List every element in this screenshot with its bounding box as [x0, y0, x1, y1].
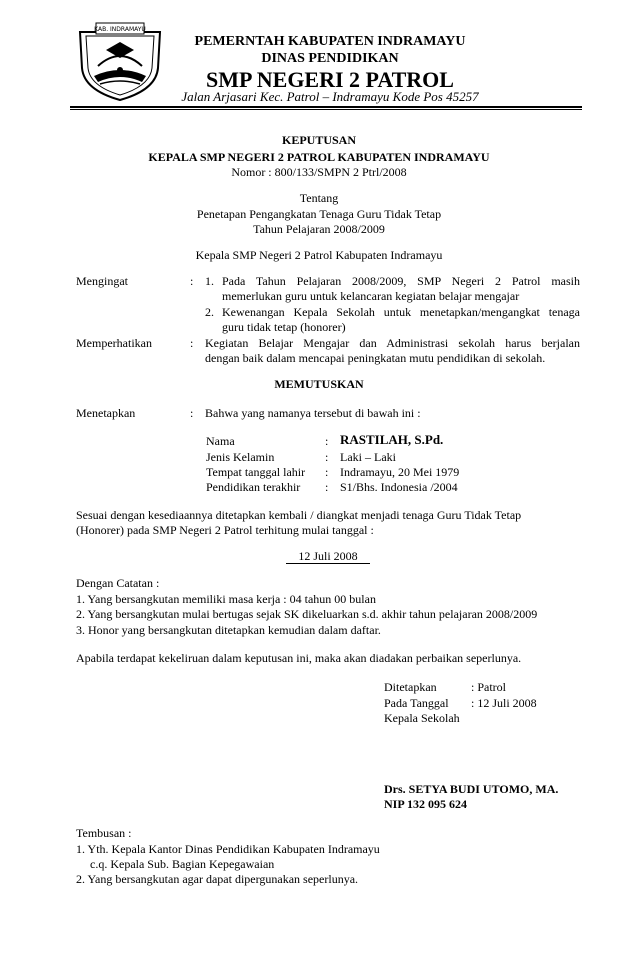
identity-colon-gender: :: [325, 450, 329, 464]
signature-place-label: Ditetapkan: [384, 680, 437, 694]
identity-colon-birth: :: [325, 465, 329, 479]
copies-item-1: 1. Yth. Kepala Kantor Dinas Pendidikan Kabupaten Indramayu: [76, 842, 380, 856]
notes-item-3: 3. Honor yang bersangkutan ditetapkan kemudian dalam daftar.: [76, 623, 381, 637]
decree-number: Nomor : 800/133/SMPN 2 Ptrl/2008: [231, 165, 407, 179]
identity-label-gender: Jenis Kelamin: [206, 450, 275, 464]
department-name: DINAS PENDIDIKAN: [261, 51, 399, 66]
menetapkan-intro: Bahwa yang namanya tersebut di bawah ini :: [205, 406, 421, 420]
copies-item-1-cont: c.q. Kepala Sub. Bagian Kepegawaian: [90, 857, 275, 871]
decree-authority: Kepala SMP Negeri 2 Patrol Kabupaten Indramayu: [195, 248, 443, 262]
notes-heading: Dengan Catatan :: [76, 576, 160, 590]
notes-item-2: 2. Yang bersangkutan mulai bertugas sejak SK dikeluarkan s.d. akhir tahun pelajaran 2008/2009: [76, 607, 538, 621]
notes-item-1: 1. Yang bersangkutan memiliki masa kerja : 04 tahun 00 bulan: [76, 592, 376, 606]
closing-text: Apabila terdapat kekeliruan dalam keputusan ini, maka akan diadakan perbaikan seperlunya.: [76, 651, 522, 665]
identity-value-birth: Indramayu, 20 Mei 1979: [340, 465, 460, 479]
effective-date: 12 Juli 2008: [286, 550, 370, 564]
signatory-role: Kepala Sekolah: [384, 711, 460, 725]
mengingat-colon: :: [190, 274, 194, 288]
mengingat-item-1-cont: memerlukan guru untuk kelancaran kegiatan belajar mengajar: [222, 289, 520, 303]
memutuskan-heading: MEMUTUSKAN: [274, 377, 364, 391]
mengingat-item-1-number: 1.: [205, 274, 214, 288]
letterhead-rule-thick: [70, 106, 582, 108]
about-label: Tentang: [299, 191, 339, 205]
statement-line-2: (Honorer) pada SMP Negeri 2 Patrol terhitung mulai tanggal :: [76, 523, 374, 537]
decree-subject: Penetapan Pengangkatan Tenaga Guru Tidak Tetap: [196, 207, 442, 221]
mengingat-item-2-number: 2.: [205, 305, 214, 319]
decree-issuer-title: KEPALA SMP NEGERI 2 PATROL KABUPATEN INDRAMAYU: [148, 150, 490, 164]
decree-title: KEPUTUSAN: [281, 133, 356, 147]
identity-label-education: Pendidikan terakhir: [206, 480, 301, 494]
menetapkan-label: Menetapkan: [76, 406, 136, 420]
identity-value-name: RASTILAH, S.Pd.: [340, 432, 444, 447]
letterhead-rule-thin: [70, 109, 582, 110]
signature-date-value: : 12 Juli 2008: [471, 696, 537, 710]
government-name: PEMERNTAH KABUPATEN INDRAMAYU: [194, 34, 466, 49]
copies-heading: Tembusan :: [76, 826, 132, 840]
memperhatikan-text-cont: dengan baik dalam mencapai peningkatan mutu pendidikan di sekolah.: [205, 351, 546, 365]
mengingat-item-2: Kewenangan Kepala Sekolah untuk menetapkan/mengangkat tenaga: [222, 305, 580, 319]
mengingat-label: Mengingat: [76, 274, 128, 288]
logo-text: KAB. INDRAMAYU: [94, 26, 146, 33]
signatory-name: Drs. SETYA BUDI UTOMO, MA.: [384, 782, 559, 796]
school-name: SMP NEGERI 2 PATROL: [206, 67, 454, 92]
school-address: Jalan Arjasari Kec. Patrol – Indramayu Kode Pos 45257: [181, 89, 479, 104]
identity-value-gender: Laki – Laki: [340, 450, 396, 464]
mengingat-item-2-cont: guru tidak tetap (honorer): [222, 320, 346, 334]
identity-label-name: Nama: [206, 434, 235, 448]
identity-colon-education: :: [325, 480, 329, 494]
identity-label-birth: Tempat tanggal lahir: [206, 465, 306, 479]
signature-place-value: : Patrol: [471, 680, 506, 694]
regency-logo: [72, 20, 168, 102]
menetapkan-colon: :: [190, 406, 194, 420]
identity-colon-name: :: [325, 434, 329, 448]
decree-academic-year: Tahun Pelajaran 2008/2009: [253, 222, 385, 236]
copies-item-2: 2. Yang bersangkutan agar dapat dipergunakan seperlunya.: [76, 872, 359, 886]
signatory-nip: NIP 132 095 624: [384, 797, 468, 811]
identity-value-education: S1/Bhs. Indonesia /2004: [340, 480, 458, 494]
memperhatikan-text: Kegiatan Belajar Mengajar dan Administrasi sekolah harus berjalan: [205, 336, 580, 350]
statement-line-1: Sesuai dengan kesediaannya ditetapkan kembali / diangkat menjadi tenaga Guru Tidak Tetap: [76, 508, 522, 522]
mengingat-item-1: Pada Tahun Pelajaran 2008/2009, SMP Negeri 2 Patrol masih: [222, 274, 580, 288]
signature-date-label: Pada Tanggal: [384, 696, 449, 710]
memperhatikan-colon: :: [190, 336, 194, 350]
memperhatikan-label: Memperhatikan: [76, 336, 152, 350]
